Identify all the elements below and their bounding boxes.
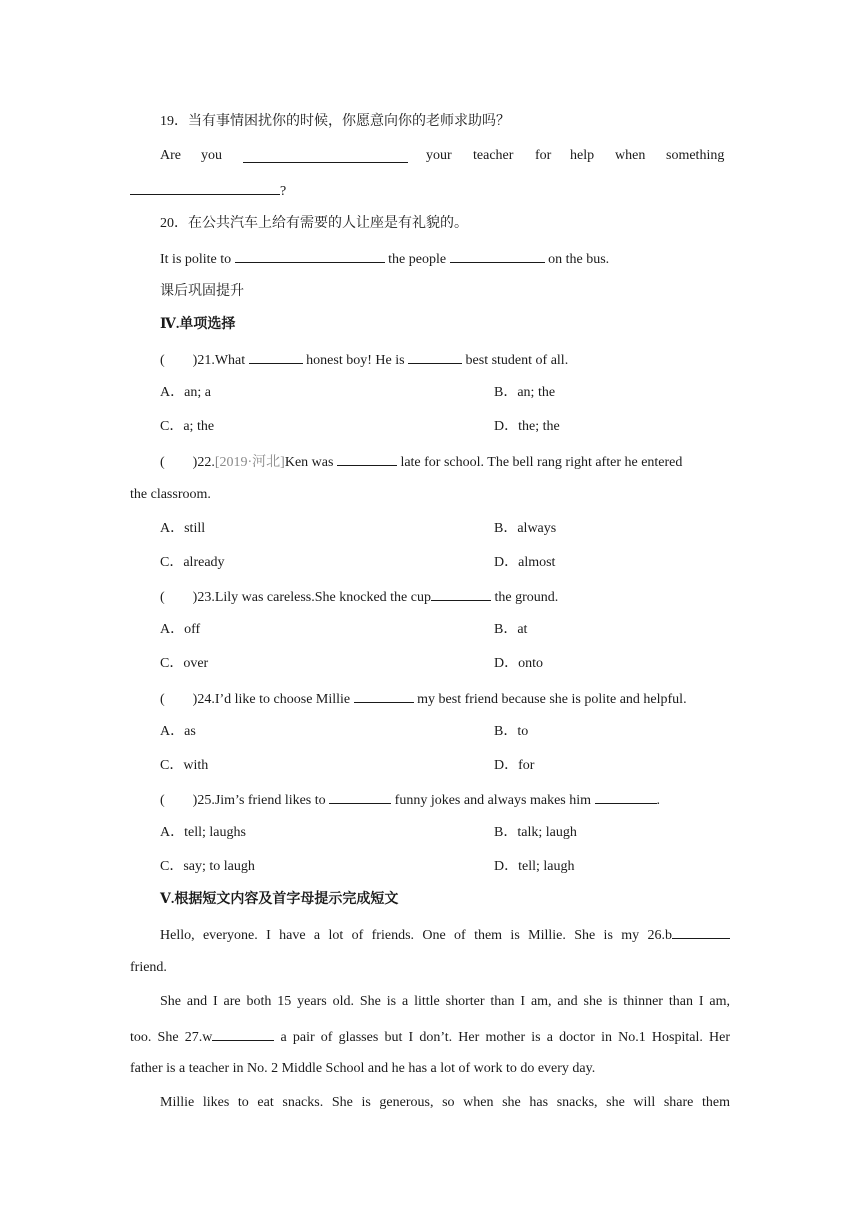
answer-blank[interactable]: [450, 249, 545, 263]
option-d[interactable]: D．for: [494, 758, 535, 773]
passage-text: too. She 27.w: [130, 1030, 213, 1045]
question-25-stem: [160, 790, 660, 810]
option-c[interactable]: C．say; to laugh: [160, 859, 255, 874]
question-19-chinese: 19．当有事情困扰你的时候，你愿意向你的老师求助吗？: [160, 114, 510, 129]
stem-text: funny jokes and always makes him: [391, 793, 595, 808]
stem-text: ( )24.I’d like to choose Millie: [160, 692, 354, 707]
section-after-class: 课后巩固提升: [160, 284, 244, 299]
section-4-title: Ⅳ.单项选择: [160, 317, 236, 332]
answer-blank[interactable]: [243, 149, 408, 163]
q20-text: the people: [384, 252, 450, 267]
option-c[interactable]: C．a; the: [160, 419, 215, 434]
answer-blank-27[interactable]: [212, 1027, 274, 1041]
option-a[interactable]: A．an; a: [160, 385, 211, 400]
stem-text: the ground.: [490, 590, 559, 605]
q20-text: on the bus.: [544, 252, 610, 267]
stem-text: ( )23.Lily was careless.She knocked the cup: [160, 590, 431, 605]
option-d[interactable]: D．almost: [494, 555, 556, 570]
q19-tail: ?: [280, 184, 287, 199]
passage-p2-line1: She and I are both 15 years old. She is a little shorter than I am, and she is thinner than I am,: [160, 994, 730, 1009]
option-d[interactable]: D．the; the: [494, 419, 560, 434]
option-a[interactable]: A．still: [160, 521, 206, 536]
answer-blank[interactable]: [329, 790, 391, 804]
option-c[interactable]: C．with: [160, 758, 209, 773]
answer-blank[interactable]: [249, 350, 303, 364]
passage-p2-line2: [130, 1027, 730, 1047]
option-a[interactable]: A．tell; laughs: [160, 825, 246, 840]
option-c[interactable]: C．over: [160, 656, 209, 671]
passage-p1-line2: friend.: [130, 960, 167, 975]
answer-blank[interactable]: [235, 249, 385, 263]
section-5-title: Ⅴ.根据短文内容及首字母提示完成短文: [160, 892, 399, 907]
option-a[interactable]: A．as: [160, 724, 196, 739]
stem-text: .: [656, 793, 661, 808]
answer-blank[interactable]: [595, 790, 657, 804]
option-b[interactable]: B．an; the: [494, 385, 556, 400]
option-d[interactable]: D．onto: [494, 656, 543, 671]
stem-text: ( )21.What: [160, 353, 249, 368]
q19-word: teacher: [473, 148, 514, 163]
stem-text: ( )25.Jim’s friend likes to: [160, 793, 330, 808]
question-20-english: [160, 249, 609, 269]
question-21-stem: [160, 350, 568, 370]
q19-word: you: [201, 148, 222, 163]
passage-p2-line3: father is a teacher in No. 2 Middle School and he has a lot of work to do every day.: [130, 1061, 596, 1076]
q20-text: It is polite to: [160, 252, 235, 267]
stem-text: my best friend because she is polite and helpful.: [413, 692, 687, 707]
question-source: [2019·河北]: [214, 455, 285, 470]
answer-blank[interactable]: [130, 181, 280, 195]
option-b[interactable]: B．talk; laugh: [494, 825, 577, 840]
question-22-stem: [160, 452, 682, 472]
q19-word: something: [666, 148, 725, 163]
option-b[interactable]: B．to: [494, 724, 529, 739]
q19-word: when: [615, 148, 646, 163]
option-d[interactable]: D．tell; laugh: [494, 859, 575, 874]
q19-word: Are: [160, 148, 181, 163]
question-19-english-line2: [130, 181, 286, 201]
stem-text: late for school. The bell rang right after he entered: [396, 455, 683, 470]
stem-text: Ken was: [284, 455, 337, 470]
option-c[interactable]: C．already: [160, 555, 225, 570]
question-22-stem-cont: the classroom.: [130, 487, 211, 502]
passage-text: a pair of glasses but I don’t. Her mother is a doctor in No.1 Hospital. Her: [274, 1030, 730, 1045]
answer-blank[interactable]: [354, 689, 414, 703]
passage-p3-line1: Millie likes to eat snacks. She is generous, so when she has snacks, she will share them: [160, 1095, 730, 1110]
q19-word: for: [535, 148, 552, 163]
answer-blank[interactable]: [431, 587, 491, 601]
question-24-stem: [160, 689, 687, 709]
question-23-stem: [160, 587, 558, 607]
q19-word: help: [570, 148, 595, 163]
passage-text: Hello, everyone. I have a lot of friends. One of them is Millie. She is my 26.b: [160, 928, 672, 943]
answer-blank[interactable]: [337, 452, 397, 466]
option-a[interactable]: A．off: [160, 622, 201, 637]
stem-text: ( )22.: [160, 455, 215, 470]
option-b[interactable]: B．always: [494, 521, 557, 536]
stem-text: honest boy! He is: [302, 353, 409, 368]
answer-blank[interactable]: [408, 350, 462, 364]
question-20-chinese: 20．在公共汽车上给有需要的人让座是有礼貌的。: [160, 216, 468, 231]
answer-blank-26[interactable]: [672, 925, 730, 939]
q19-word: your: [426, 148, 452, 163]
option-b[interactable]: B．at: [494, 622, 528, 637]
stem-text: best student of all.: [462, 353, 569, 368]
passage-p1-line1: [160, 925, 730, 945]
